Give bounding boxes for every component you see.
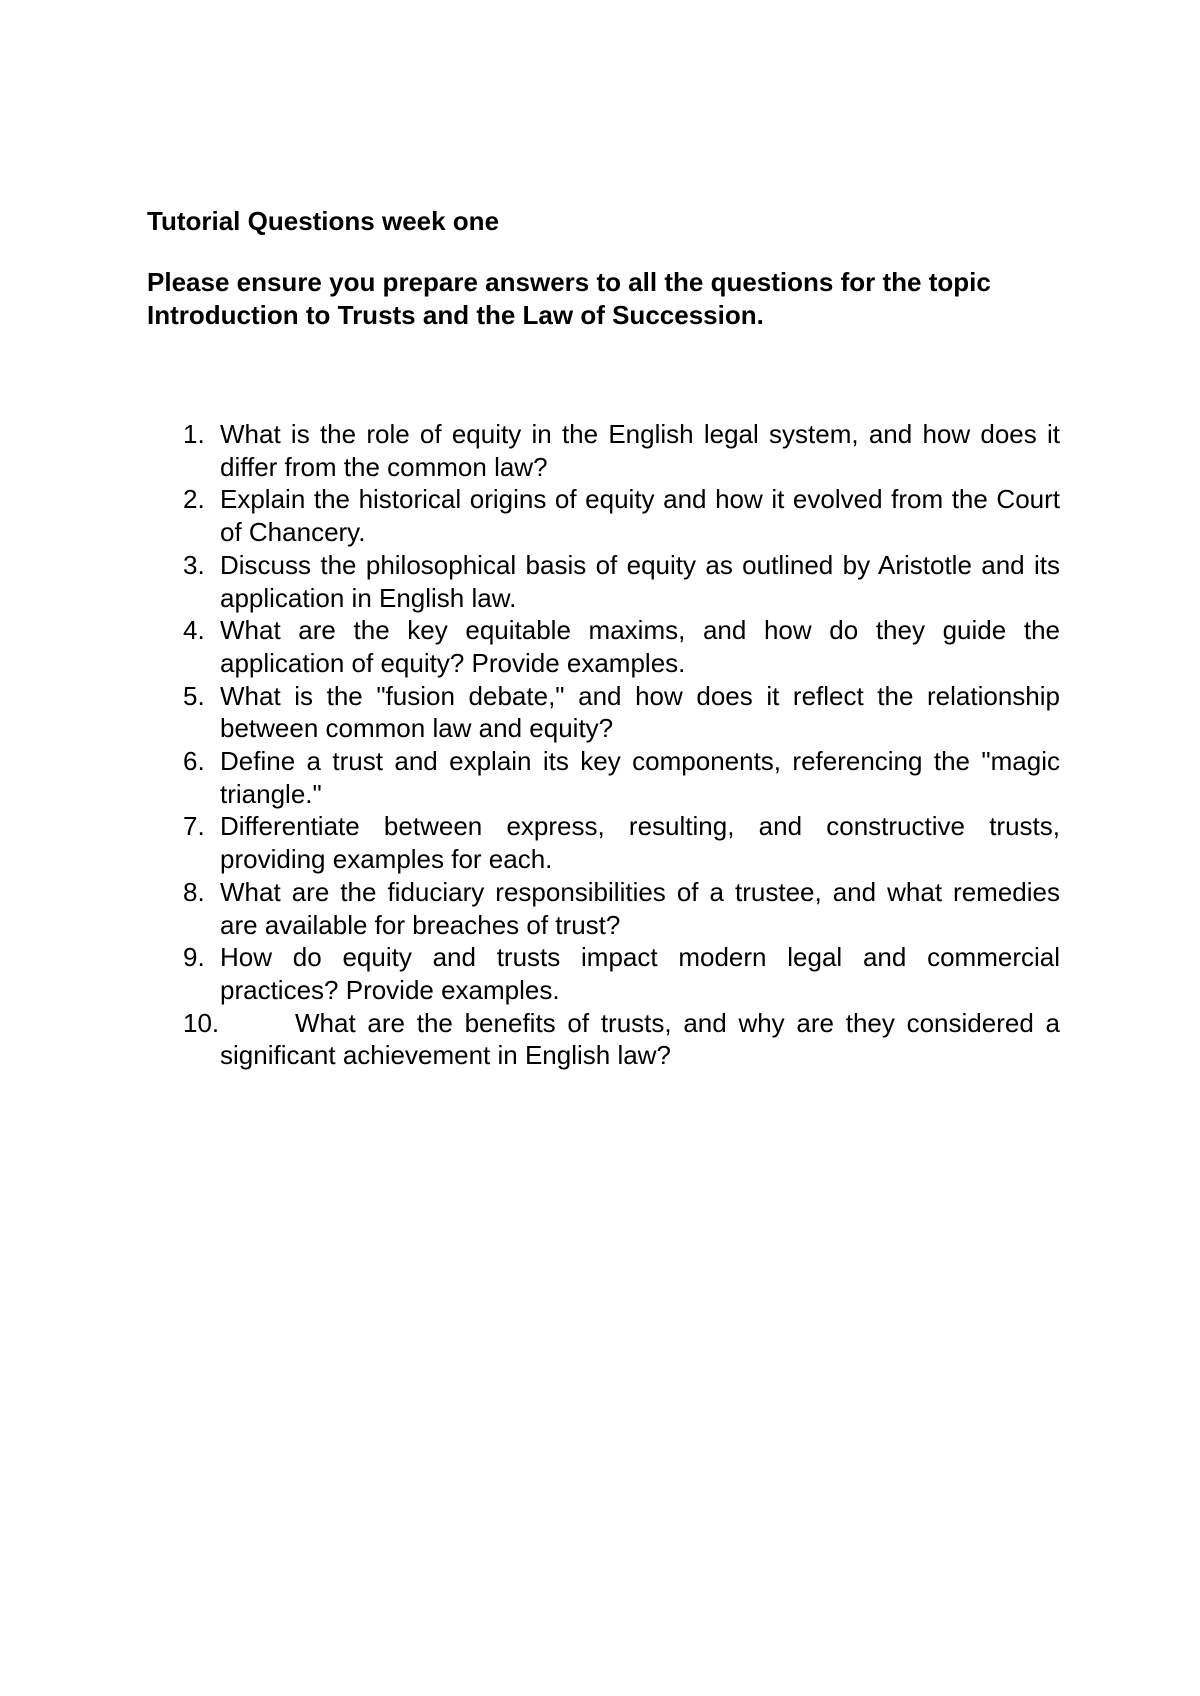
question-text: What are the key equitable maxims, and how do they guide the application of equity? Provide examples. bbox=[220, 615, 1060, 678]
question-item bbox=[147, 941, 1060, 1006]
question-item bbox=[147, 418, 1060, 483]
question-text: Differentiate between express, resulting, and constructive trusts, providing examples for each. bbox=[220, 811, 1060, 875]
question-number: 4. bbox=[183, 615, 205, 646]
question-list bbox=[147, 418, 1060, 1072]
question-item bbox=[147, 876, 1060, 941]
question-item bbox=[147, 680, 1060, 745]
question-number: 6. bbox=[183, 746, 205, 777]
question-text: What are the benefits of trusts, and why are they considered a significant achievement in English law? bbox=[220, 1007, 1060, 1071]
document-title: Tutorial Questions week one bbox=[147, 206, 500, 236]
question-text: Define a trust and explain its key components, referencing the "magic triangle." bbox=[220, 746, 1060, 809]
question-item bbox=[147, 614, 1060, 679]
question-item bbox=[147, 1007, 1060, 1072]
document-instructions: Please ensure you prepare answers to all the questions for the topic Introduction to Trusts and the Law of Succession. bbox=[147, 267, 991, 330]
question-number: 7. bbox=[183, 811, 205, 842]
question-text: What are the fiduciary responsibilities of a trustee, and what remedies are available for breaches of trust? bbox=[220, 876, 1060, 940]
question-text: What is the "fusion debate," and how does it reflect the relationship between common law and equity? bbox=[220, 680, 1060, 744]
question-number: 5. bbox=[183, 680, 205, 711]
question-text: What is the role of equity in the English legal system, and how does it differ from the common law? bbox=[220, 419, 1060, 482]
question-item bbox=[147, 745, 1060, 810]
question-item bbox=[147, 549, 1060, 614]
question-number: 8. bbox=[183, 876, 205, 907]
question-number: 1. bbox=[183, 419, 205, 449]
question-number: 9. bbox=[183, 942, 205, 973]
question-item bbox=[147, 483, 1060, 548]
question-number: 2. bbox=[183, 484, 205, 515]
question-number: 3. bbox=[183, 549, 205, 580]
question-number: 10. bbox=[183, 1007, 220, 1038]
document-page bbox=[147, 205, 1060, 1072]
question-text: Discuss the philosophical basis of equity as outlined by Aristotle and its application in English law. bbox=[220, 549, 1060, 613]
question-item bbox=[147, 810, 1060, 875]
question-text: Explain the historical origins of equity and how it evolved from the Court of Chancery. bbox=[220, 484, 1060, 548]
question-text: How do equity and trusts impact modern legal and commercial practices? Provide examples. bbox=[220, 942, 1060, 1005]
